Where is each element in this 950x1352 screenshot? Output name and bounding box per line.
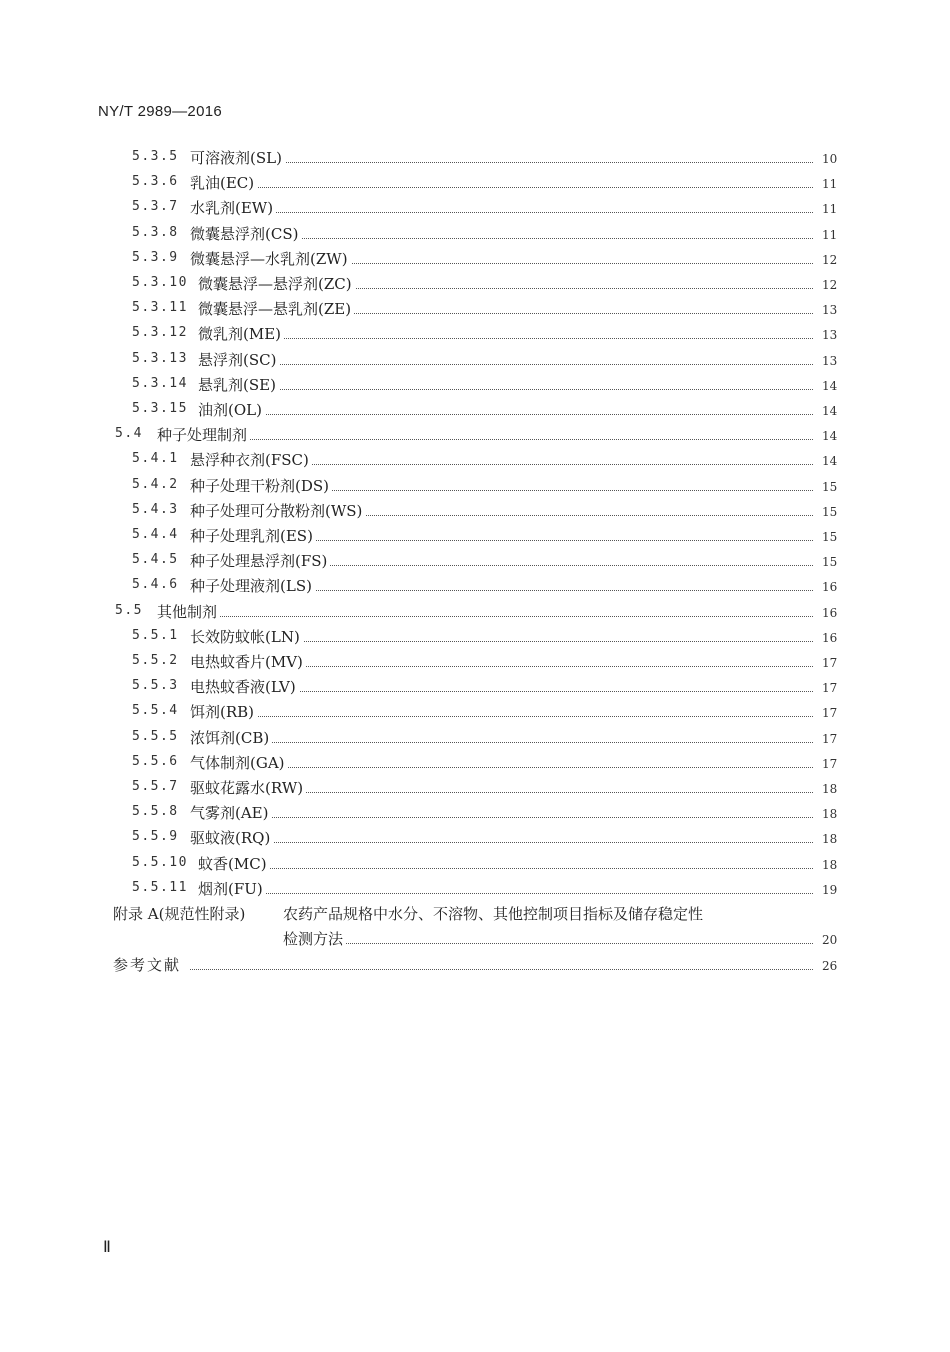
toc-dot-leader (210, 200, 813, 213)
toc-entry-number: 5.5 (115, 602, 143, 618)
toc-entry[interactable] (0, 700, 950, 725)
toc-entry-number: 5.4.2 (132, 476, 179, 492)
toc-entry-title: 烟剂(FU) (198, 878, 266, 899)
appendix-title-line2: 检测方法 (283, 928, 346, 949)
toc-entry-page: 13 (822, 353, 838, 368)
toc-entry-title: 气体制剂(GA) (190, 752, 288, 773)
toc-entry-number: 5.5.3 (132, 678, 179, 694)
toc-entry-number: 5.3.12 (132, 325, 188, 341)
toc-dot-leader (210, 805, 813, 818)
toc-entry-title: 种子处理悬浮剂(FS) (190, 550, 330, 571)
toc-entry-appendix[interactable] (0, 902, 950, 952)
toc-dot-leader (210, 704, 813, 717)
toc-entry-number: 5.5.4 (132, 703, 179, 719)
toc-entry-page: 19 (822, 882, 838, 897)
toc-entry-number: 5.3.9 (132, 249, 179, 265)
toc-entry[interactable] (0, 877, 950, 902)
toc-entry-number: 5.5.8 (132, 804, 179, 820)
toc-dot-leader (218, 881, 813, 894)
toc-entry-number: 5.4.3 (132, 501, 179, 517)
toc-entry-title: 可溶液剂(SL) (190, 147, 285, 168)
appendix-title-line1: 农药产品规格中水分、不溶物、其他控制项目指标及储存稳定性 (283, 903, 706, 924)
toc-dot-leader (210, 150, 813, 163)
toc-entry-title: 微囊悬浮—悬浮剂(ZC) (198, 273, 355, 294)
toc-entry-page: 12 (822, 278, 838, 292)
toc-entry[interactable] (0, 524, 950, 549)
toc-dot-leader (210, 175, 813, 188)
toc-entry[interactable] (0, 600, 950, 625)
toc-entry-title: 种子处理干粉剂(DS) (190, 475, 332, 496)
toc-entry[interactable] (0, 196, 950, 221)
toc-entry-number: 5.5.2 (132, 653, 179, 668)
toc-entry-number: 5.3.7 (132, 199, 179, 215)
toc-entry[interactable] (0, 499, 950, 524)
toc-entry-number: 5.5.6 (132, 753, 179, 769)
toc-entry-references[interactable] (0, 953, 950, 978)
toc-entry-title: 微囊悬浮剂(CS) (190, 223, 301, 244)
toc-entry-page: 17 (822, 656, 838, 670)
toc-entry-title: 油剂(OL) (198, 399, 265, 420)
toc-entry-title: 气雾剂(AE) (190, 802, 272, 823)
toc-entry-number: 5.4 (115, 426, 143, 442)
page-number-footer: Ⅱ (103, 1239, 111, 1256)
toc-entry[interactable] (0, 726, 950, 751)
toc-entry[interactable] (0, 650, 950, 675)
toc-dot-leader (210, 755, 813, 768)
toc-entry-title: 电热蚊香液(LV) (190, 676, 299, 697)
toc-entry-title: 水乳剂(EW) (190, 197, 276, 218)
toc-entry-page: 12 (822, 252, 838, 267)
toc-entry-title: 电热蚊香片(MV) (190, 651, 306, 672)
toc-entry-page: 17 (822, 706, 838, 721)
toc-entry-title: 种子处理液剂(LS) (190, 575, 315, 596)
toc-entry-title: 微乳剂(ME) (198, 323, 284, 344)
toc-entry-number: 5.5.9 (132, 829, 179, 845)
document-header: NY/T 2989—2016 (98, 103, 223, 120)
toc-entry-number: 5.5.7 (132, 779, 179, 794)
toc-entry-page: 11 (822, 202, 838, 217)
toc-dot-leader (177, 604, 813, 617)
toc-dot-leader (177, 427, 813, 440)
toc-entry-number: 5.5.5 (132, 728, 179, 744)
toc-entry-page: 16 (822, 630, 838, 645)
toc-entry[interactable] (0, 171, 950, 196)
toc-dot-leader (218, 352, 813, 365)
toc-entry[interactable] (0, 574, 950, 599)
toc-entry[interactable] (0, 146, 950, 171)
toc-entry-page: 11 (822, 177, 838, 192)
toc-entry-page: 10 (822, 152, 838, 166)
toc-entry-number: 5.4.1 (132, 451, 179, 467)
toc-entry-number: 5.5.11 (132, 879, 188, 895)
toc-entry[interactable] (0, 272, 950, 297)
toc-entry-number: 5.3.8 (132, 224, 179, 240)
toc-entry-page: 18 (822, 832, 838, 847)
references-title: 参考文献 (113, 954, 184, 975)
toc-dot-leader (300, 931, 813, 944)
toc-entry[interactable] (0, 398, 950, 423)
toc-entry-title: 悬浮剂(SC) (198, 349, 279, 370)
toc-entry-page: 17 (822, 756, 838, 771)
toc-dot-leader (210, 730, 813, 743)
toc-entry[interactable] (0, 549, 950, 574)
toc-entry-title: 微囊悬浮—水乳剂(ZW) (190, 248, 351, 269)
toc-entry-page: 13 (822, 303, 838, 318)
toc-entry[interactable] (0, 448, 950, 473)
toc-dot-leader (218, 377, 813, 390)
appendix-label: 附录 A(规范性附录) (113, 903, 248, 924)
toc-entry-number: 5.3.15 (132, 401, 188, 416)
toc-entry[interactable] (0, 776, 950, 801)
toc-entry-number: 5.5.1 (132, 627, 179, 643)
toc-entry-page: 14 (822, 404, 838, 418)
toc-entry-page: 16 (822, 605, 838, 620)
toc-entry-title: 饵剂(RB) (190, 701, 257, 722)
toc-entry[interactable] (0, 247, 950, 272)
toc-entry-number: 5.5.10 (132, 854, 188, 870)
toc-entry[interactable] (0, 625, 950, 650)
toc-dot-leader (210, 679, 813, 692)
toc-entry[interactable] (0, 322, 950, 347)
toc-entry-page: 26 (822, 958, 838, 973)
toc-entry-title: 长效防蚊帐(LN) (190, 626, 303, 647)
toc-entry-title: 种子处理可分散粉剂(WS) (190, 500, 365, 521)
toc-entry-page: 15 (822, 530, 838, 544)
toc-entry-number: 5.3.5 (132, 149, 179, 164)
toc-entry[interactable] (0, 801, 950, 826)
toc-entry[interactable] (0, 826, 950, 851)
toc-entry[interactable] (0, 373, 950, 398)
toc-entry-title: 其他制剂 (157, 601, 220, 622)
toc-entry-title: 种子处理制剂 (157, 424, 250, 445)
toc-dot-leader (218, 326, 813, 339)
toc-entry-title: 悬乳剂(SE) (198, 374, 279, 395)
toc-entry-page: 16 (822, 580, 838, 595)
toc-entry[interactable] (0, 348, 950, 373)
toc-entry-page: 20 (822, 933, 838, 947)
toc-entry[interactable] (0, 852, 950, 877)
toc-entry-number: 5.3.13 (132, 350, 188, 366)
appendix-title-line2-row (0, 927, 950, 952)
toc-entry-page: 17 (822, 681, 838, 696)
toc-entry-page: 15 (822, 504, 838, 519)
toc-entry[interactable] (0, 423, 950, 448)
toc-entry[interactable] (0, 474, 950, 499)
toc-entry-page: 15 (822, 479, 838, 494)
toc-entry[interactable] (0, 675, 950, 700)
toc-dot-leader (190, 957, 813, 970)
toc-entry-page: 17 (822, 731, 838, 746)
toc-entry-page: 14 (822, 429, 838, 444)
toc-entry-page: 18 (822, 807, 838, 822)
toc-entry-title: 微囊悬浮—悬乳剂(ZE) (198, 298, 354, 319)
toc-dot-leader (218, 856, 813, 869)
toc-entry-title: 种子处理乳剂(ES) (190, 525, 316, 546)
toc-entry-page: 11 (822, 227, 838, 242)
toc-dot-leader (210, 830, 813, 843)
toc-entry[interactable] (0, 751, 950, 776)
toc-entry-number: 5.3.14 (132, 375, 188, 391)
toc-entry-title: 乳油(EC) (190, 172, 257, 193)
toc-entry-number: 5.3.10 (132, 275, 188, 290)
toc-dot-leader (218, 402, 813, 415)
toc-entry-number: 5.3.6 (132, 174, 179, 190)
toc-entry-page: 14 (822, 454, 838, 469)
toc-entry-page: 14 (822, 378, 838, 393)
toc-entry-number: 5.3.11 (132, 300, 188, 316)
toc-entry-number: 5.4.5 (132, 552, 179, 568)
toc-entry-title: 蚊香(MC) (198, 853, 270, 874)
toc-entry-title: 浓饵剂(CB) (190, 727, 272, 748)
toc-entry-title: 驱蚊液(RQ) (190, 827, 273, 848)
toc-entry-title: 悬浮种衣剂(FSC) (190, 449, 312, 470)
toc-entry[interactable] (0, 222, 950, 247)
toc-entry-page: 18 (822, 857, 838, 872)
toc-entry[interactable] (0, 297, 950, 322)
toc-entry-number: 5.4.6 (132, 577, 179, 593)
toc-entry-number: 5.4.4 (132, 527, 179, 542)
toc-entry-page: 15 (822, 555, 838, 570)
toc-entry-title: 驱蚊花露水(RW) (190, 777, 306, 798)
toc-entry-page: 13 (822, 328, 838, 343)
toc-entry-page: 18 (822, 782, 838, 796)
